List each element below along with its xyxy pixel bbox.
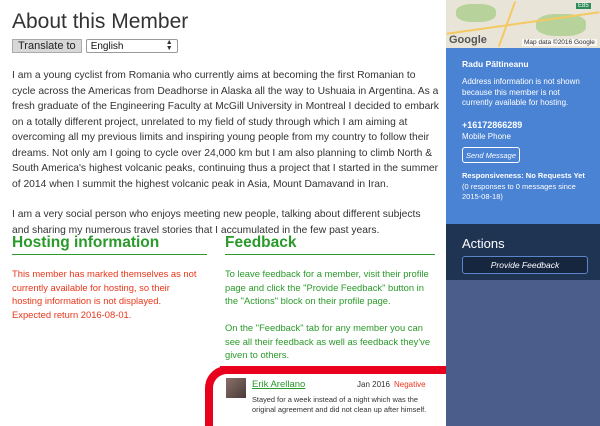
- map-credit: Map data ©2016 Google: [524, 39, 595, 46]
- expected-return: Expected return 2016-08-01.: [12, 308, 132, 320]
- hosting-info: [12, 267, 202, 321]
- feedback-body: Stayed for a week instead of a night which was the original agreement and did not clean up after himself.: [252, 395, 427, 414]
- member-bio: [12, 68, 440, 253]
- send-message-button[interactable]: Send Message: [462, 147, 520, 163]
- feedback-entry-highlight-top: [220, 366, 442, 374]
- map-road-badge: E85: [578, 3, 589, 9]
- map-forest: [456, 4, 496, 22]
- feedback-author-link[interactable]: Erik Arellano: [252, 379, 306, 390]
- feedback-rating: Negative: [394, 380, 426, 389]
- page-title: About this Member: [12, 10, 189, 33]
- actions-panel: [446, 224, 600, 280]
- feedback-tab-note: On the "Feedback" tab for any member you can see all their feedback as well as feedback they've given to others.: [225, 322, 431, 360]
- language-select[interactable]: [86, 39, 178, 53]
- bio-paragraph: I am a very social person who enjoys meeting new people, talking about different subjects and sharing my numerous travel stories that I accumulated in the few past years.: [12, 209, 421, 236]
- hosting-heading: Hosting information: [12, 234, 207, 255]
- actions-title: Actions: [462, 236, 505, 251]
- language-select-value: English: [90, 40, 124, 52]
- location-map[interactable]: [446, 0, 600, 48]
- responsiveness-detail: (0 responses to 0 messages since 2015-08-18): [462, 182, 576, 201]
- member-name: Radu Păltineanu: [462, 59, 529, 69]
- translate-row: [12, 39, 178, 53]
- feedback-info: [225, 267, 435, 375]
- contact-panel: [446, 48, 600, 224]
- avatar[interactable]: [226, 378, 246, 398]
- google-logo: Google: [449, 34, 487, 46]
- feedback-heading: Feedback: [225, 234, 435, 255]
- feedback-intro: To leave feedback for a member, visit their profile page and click the "Provide Feedback" button in the "Actions" block on their profile page.: [225, 268, 429, 306]
- responsiveness-title: Responsiveness: No Requests Yet: [462, 171, 585, 180]
- bio-paragraph: I am a young cyclist from Romania who currently aims at becoming the first Romanian to cycle across the Americas from Deadhorse in Alaska all the way to Ushuaia in Argentina. As a fresh graduate of the Engineering Faculty at McGill University in Montreal I decided to embark on a totally different project, unrelated to my field of study through which I am aiming at overcoming all my previous limits and inspiring young people from my country to follow their dreams. Not only am I going to cycle over 24,000 km but I am also planning to climb North & South America's highest volcanic peaks, continuing thus a project that I started in the summer of 2014 when I summit the highest volcanic peak in Asia, Mount Damavand in Iran.: [12, 70, 439, 190]
- phone-number: +16172866289: [462, 120, 523, 130]
- select-arrows-icon: ▲ ▼: [165, 39, 173, 52]
- provide-feedback-button[interactable]: Provide Feedback: [462, 256, 588, 274]
- translate-button[interactable]: Translate to: [12, 39, 82, 53]
- hosting-unavailable-message: This member has marked themselves as not currently available for hosting, so their hosting information is not displayed.: [12, 268, 197, 306]
- address-note: Address information is not shown because this member is not currently available for hosting.: [462, 77, 580, 107]
- feedback-date: Jan 2016: [357, 380, 390, 389]
- phone-label: Mobile Phone: [462, 132, 511, 141]
